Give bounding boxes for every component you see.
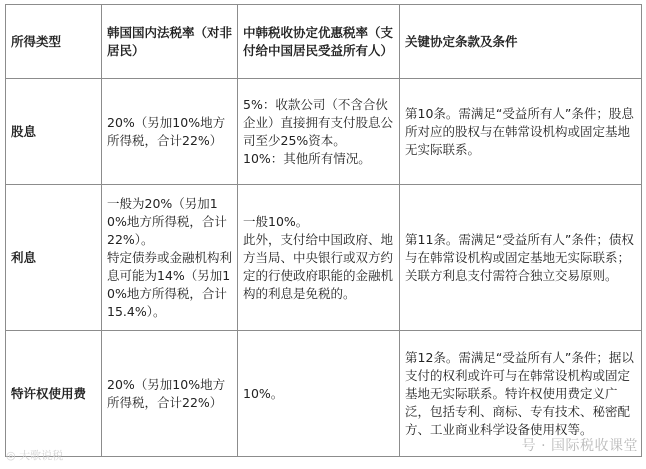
cell-text: 20%（另加10%地方所得税，合计22%） — [107, 376, 226, 410]
tax-rate-table — [5, 4, 642, 457]
cell-text: 10%：其他所有情况。 — [243, 150, 371, 166]
domestic-rate-cell — [102, 79, 238, 185]
table-header-row — [6, 5, 642, 79]
treaty-rate-cell — [238, 331, 400, 457]
cell-text: 10%。 — [243, 385, 284, 401]
header-income-type: 所得类型 — [6, 5, 102, 79]
cell-text: 一般为20%（另加10%地方所得税，合计22%）。 — [107, 195, 227, 247]
header-domestic-rate: 韩国国内法税率（对非居民） — [102, 5, 238, 79]
table-row-interest — [6, 185, 642, 331]
income-type-label: 特许权使用费 — [6, 331, 102, 457]
cell-text: 此外，支付给中国政府、地方当局、中央银行或双方约定的行使政府职能的金融机构的利息是免税的。 — [243, 231, 394, 301]
key-terms-cell — [400, 185, 642, 331]
cell-text: 5%：收款公司（不含合伙企业）直接拥有支付股息公司至少25%资本。 — [243, 96, 394, 148]
table-row-dividends — [6, 79, 642, 185]
treaty-rate-cell — [238, 185, 400, 331]
income-type-label: 股息 — [6, 79, 102, 185]
cell-text: 第12条。需满足“受益所有人”条件；据以支付的权利或许可与在韩常设机构或固定基地无实际联系。特许权使用费定义广泛，包括专利、商标、专有技术、秘密配方、工业商业科学设备使用权等。 — [405, 349, 634, 437]
cell-text: 第11条。需满足“受益所有人”条件；债权与在韩常设机构或固定基地无实际联系；关联方利息支付需符合独立交易原则。 — [405, 231, 634, 283]
domestic-rate-cell — [102, 331, 238, 457]
header-treaty-rate: 中韩税收协定优惠税率（支付给中国居民受益所有人） — [238, 5, 400, 79]
cell-text: 第10条。需满足“受益所有人”条件；股息所对应的股权与在韩常设机构或固定基地无实际联系。 — [405, 105, 634, 157]
cell-text: 特定债券或金融机构利息可能为14%（另加10%地方所得税，合计15.4%）。 — [107, 249, 233, 319]
watermark-right: 号 · 国际税收课堂 — [521, 438, 638, 454]
key-terms-cell — [400, 79, 642, 185]
treaty-rate-cell — [238, 79, 400, 185]
cell-text: 一般10%。 — [243, 213, 309, 229]
income-type-label: 利息 — [6, 185, 102, 331]
domestic-rate-cell — [102, 185, 238, 331]
header-key-terms: 关键协定条款及条件 — [400, 5, 642, 79]
cell-text: 20%（另加10%地方所得税，合计22%） — [107, 114, 226, 148]
watermark-left: ◎ 大歌说税 — [6, 449, 64, 462]
